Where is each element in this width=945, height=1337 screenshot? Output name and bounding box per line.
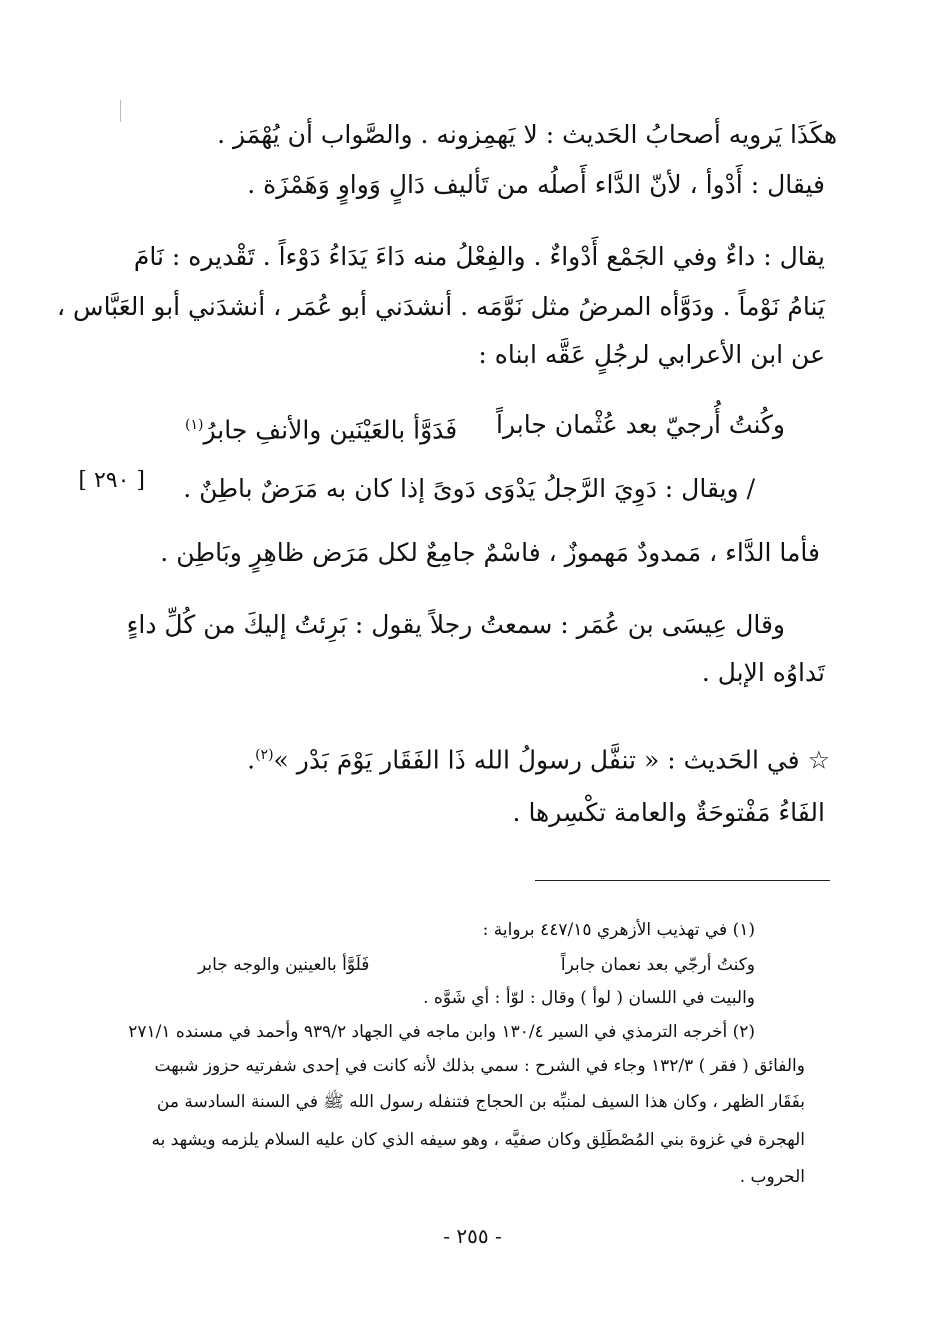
paragraph-6-line-1-end: . <box>247 745 256 775</box>
footnote-ref-1[interactable]: (١) <box>185 417 204 433</box>
footnote-1-line-3: والبيت في اللسان ( لوأ ) وقال : لوّأ : أي شَوَّه . <box>423 988 755 1008</box>
verse-second-hemistich <box>185 408 457 447</box>
paragraph-6-line-2: الفَاءُ مَفْتوحَةٌ والعامة تكْسِرها . <box>512 798 825 827</box>
footnote-ref-2[interactable]: (٢) <box>255 747 274 763</box>
footnote-separator <box>535 880 830 881</box>
paragraph-1-line-2: فيقال : أَدْوأ ، لأنّ الدَّاء أَصلُه من تَأليف دَالٍ وَواوٍ وَهَمْزَة . <box>247 170 825 199</box>
paragraph-1-line-1: هكَذَا يَرويه أصحابُ الحَديث : لا يَهمِزونه . والصَّواب أن يُهْمَز . <box>217 120 837 149</box>
paragraph-5-line-1: وقال عِيسَى بن عُمَر : سمعتُ رجلاً يقول : بَرِئتُ إليكَ من كُلِّ داءٍ <box>126 610 785 639</box>
footnote-1-line-1: (١) في تهذيب الأزهري ٤٤٧/١٥ برواية : <box>482 920 755 940</box>
paragraph-6-line-1-text: ☆ في الحَديث : « تنفَّل رسولُ الله ذَا الفَقَار يَوْمَ بَدْر » <box>273 745 830 775</box>
paragraph-4-line-1: فأما الدَّاء ، مَمدودٌ مَهموزٌ ، فاسْمٌ جامِعٌ لكل مَرَض ظاهِرٍ وبَاطِن . <box>160 538 820 567</box>
footnote-2-line-3: بفَقَار الظهر ، وكان هذا السيف لمنبِّه بن الحجاج فتنفله رسول الله ﷺ في السنة السادسة من <box>156 1092 805 1112</box>
footnote-1-verse-second: فَلَوَّأ بالعينين والوجه جابر <box>198 955 370 975</box>
paragraph-2-line-1: يقال : داءٌ وفي الجَمْع أَدْواءٌ . والفِعْلُ منه دَاءَ يَدَاءُ دَوْءاً . تَقْديره : نَامَ <box>133 242 825 271</box>
paragraph-6-line-1 <box>247 738 830 777</box>
footnote-2-line-4: الهجرة في غزوة بني المُصْطَلِق وكان صفيَّه ، وهو سيفه الذي كان عليه السلام يلزمه ويشهد به <box>151 1130 805 1150</box>
verse-second-hemistich-text: فَدَوَّأ بالعَيْنَين والأنفِ جابرُ <box>203 415 458 445</box>
footnote-2-line-2: والفائق ( فقر ) ١٣٢/٣ وجاء في الشرح : سمي بذلك لأنه كانت في إحدى شفرتيه حزوز شبهت <box>154 1056 805 1076</box>
footnote-1-verse-first: وكنتُ أرجّي بعد نعمان جابراً <box>560 955 755 975</box>
scan-mark <box>120 100 121 122</box>
footnote-2-line-5: الحروب . <box>739 1167 805 1187</box>
paragraph-2-line-2: يَنامُ نَوْماً . ودَوَّأه المرضُ مثل نَوَّمَه . أنشدَني أبو عُمَر ، أنشدَني أبو العَبَّاس ، <box>57 292 825 321</box>
paragraph-5-line-2: تَداوُه الإبل . <box>701 658 825 687</box>
paragraph-3-line-1: / ويقال : دَوِيَ الرَّجلُ يَدْوَى دَوىً إذا كان به مَرَضٌ باطِنٌ . <box>183 474 755 503</box>
footnote-2-line-1: (٢) أخرجه الترمذي في السير ١٣٠/٤ وابن ماجه في الجهاد ٩٣٩/٢ وأحمد في مسنده ٢٧١/١ <box>128 1022 755 1042</box>
page-number: - ٢٥٥ - <box>443 1224 502 1248</box>
paragraph-2-line-3: عن ابن الأعرابي لرجُلٍ عَقَّه ابناه : <box>478 340 825 369</box>
verse-first-hemistich-text: وكُنتُ أُرجيّ بعد عُثْمان جابراً <box>496 410 785 439</box>
verse-first-hemistich <box>496 408 785 442</box>
margin-page-number: [ ٢٩٠ ] <box>78 468 145 493</box>
